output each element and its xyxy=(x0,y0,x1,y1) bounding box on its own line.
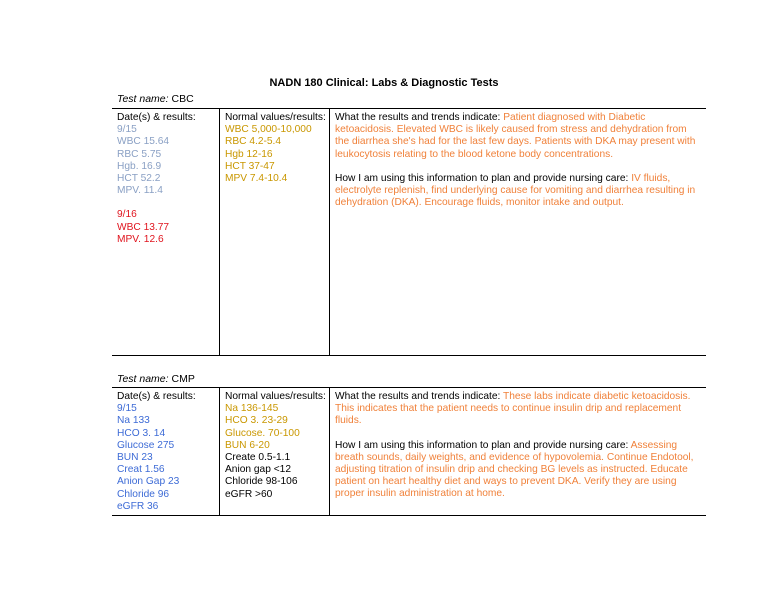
result-value: MPV. 12.6 xyxy=(117,233,164,245)
test-name-cmp xyxy=(117,373,195,385)
dates-header: Date(s) & results: xyxy=(117,391,196,402)
spacer xyxy=(335,428,700,440)
normal-value: Chloride 98-106 xyxy=(225,476,298,488)
result-date: 9/15 xyxy=(117,124,137,136)
cbc-normal-column xyxy=(219,109,329,355)
result-date: 9/16 xyxy=(117,209,137,221)
result-value: Hgb. 16.9 xyxy=(117,160,162,172)
normal-value: Anion gap <12 xyxy=(225,464,291,476)
document-title: NADN 180 Clinical: Labs & Diagnostic Tests xyxy=(269,77,499,89)
cbc-analysis-column xyxy=(329,109,706,355)
plan-text: Assessing breath sounds, daily weights, and evidence of hypovolemia. Continue Endotool, adjusting titration of insulin drip and checking BG levels as instructed. Educate patient on heart healthy diet and ways to prevent DKA. Verify they are using proper insulin administration at home. xyxy=(335,439,694,500)
result-value: eGFR 36 xyxy=(117,500,159,512)
test-name-cbc xyxy=(117,93,194,105)
normal-value: WBC 5,000-10,000 xyxy=(225,124,312,136)
test-name-value: CMP xyxy=(171,373,195,385)
result-date: 9/15 xyxy=(117,403,137,415)
test-name-label: Test name: xyxy=(117,373,169,385)
normal-header: Normal values/results: xyxy=(225,112,326,123)
result-value: HCT 52.2 xyxy=(117,173,161,185)
plan-text: IV fluids, electrolyte replenish, find underlying cause for vomiting and diarrhea resulting in dehydration (DKA). Encourage fluids, monitor intake and output. xyxy=(335,172,696,209)
test-name-value: CBC xyxy=(171,93,194,105)
normal-value: RBC 4.2-5.4 xyxy=(225,136,282,148)
cmp-normal-column xyxy=(219,388,329,515)
result-value: BUN 23 xyxy=(117,452,153,464)
result-value: WBC 13.77 xyxy=(117,221,170,233)
result-value: Glucose 275 xyxy=(117,439,175,451)
cmp-table xyxy=(112,387,706,516)
cbc-dates-column xyxy=(112,109,219,355)
indicate-paragraph xyxy=(335,391,700,428)
normal-value: Create 0.5-1.1 xyxy=(225,452,291,464)
result-value: RBC 5.75 xyxy=(117,148,162,160)
normal-value: Glucose. 70-100 xyxy=(225,427,300,439)
result-value: Na 133 xyxy=(117,415,150,427)
spacer xyxy=(335,161,700,173)
cbc-table xyxy=(112,108,706,356)
indicate-text: Patient diagnosed with Diabetic ketoacidosis. Elevated WBC is likely caused from stress and dehydration from the diarrhea she's had for the last few days. Patients with DKA may present with leukocytosis relating to the blood ketone body concentrations. xyxy=(335,112,696,160)
result-value: Anion Gap 23 xyxy=(117,476,180,488)
result-value: WBC 15.64 xyxy=(117,136,170,148)
normal-value: HCT 37-47 xyxy=(225,160,275,172)
result-value: Creat 1.56 xyxy=(117,464,165,476)
dates-header: Date(s) & results: xyxy=(117,112,196,123)
normal-value: MPV 7.4-10.4 xyxy=(225,173,288,185)
plan-label: How I am using this information to plan and provide nursing care: xyxy=(335,172,629,184)
normal-value: BUN 6-20 xyxy=(225,439,270,451)
plan-label: How I am using this information to plan and provide nursing care: xyxy=(335,439,629,451)
cmp-analysis-column xyxy=(329,388,706,515)
indicate-label: What the results and trends indicate: xyxy=(335,391,501,402)
result-value: MPV. 11.4 xyxy=(117,185,163,197)
indicate-paragraph xyxy=(335,112,700,161)
plan-paragraph xyxy=(335,173,700,210)
normal-value: eGFR >60 xyxy=(225,488,273,500)
result-value: Chloride 96 xyxy=(117,488,170,500)
indicate-label: What the results and trends indicate: xyxy=(335,112,501,123)
normal-value: Hgb 12-16 xyxy=(225,148,273,160)
cmp-dates-column xyxy=(112,388,219,515)
result-value: HCO 3. 14 xyxy=(117,427,166,439)
test-name-label: Test name: xyxy=(117,93,169,105)
indicate-text: These labs indicate diabetic ketoacidosis. This indicates that the patient needs to continue insulin drip and replacement fluids. xyxy=(335,391,691,427)
normal-header: Normal values/results: xyxy=(225,391,326,402)
normal-value: Na 136-145 xyxy=(225,403,279,415)
plan-paragraph xyxy=(335,440,700,501)
spacer xyxy=(117,197,219,209)
normal-value: HCO 3. 23-29 xyxy=(225,415,288,427)
